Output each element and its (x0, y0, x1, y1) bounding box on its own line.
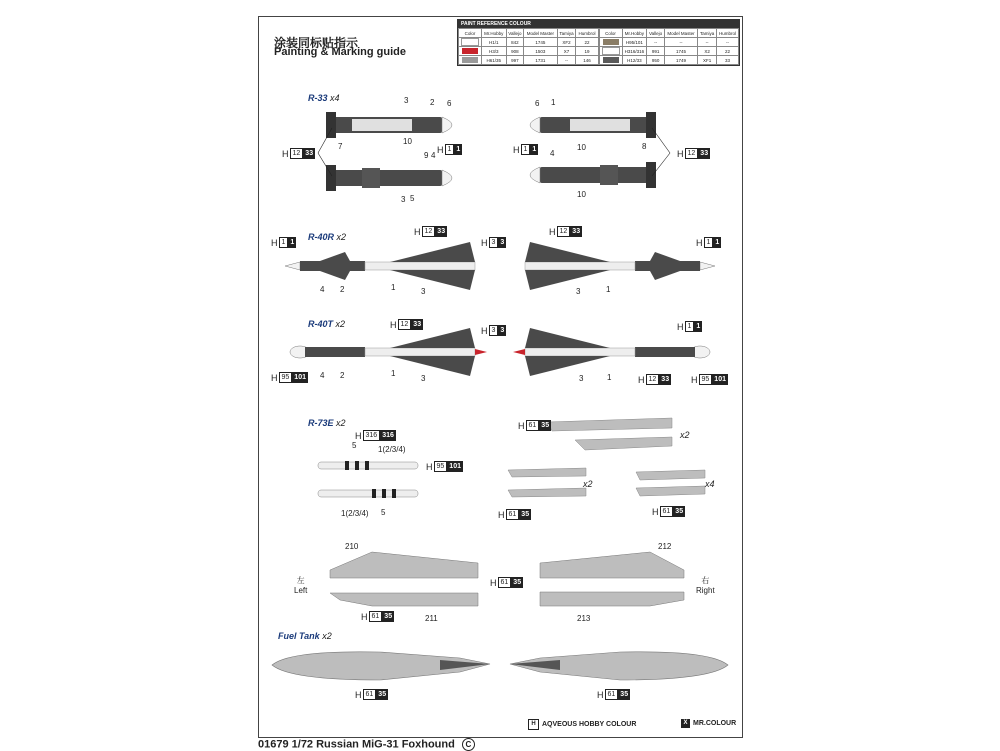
r40t-missile-left (290, 325, 488, 376)
r33-missile-top-left (326, 112, 452, 138)
chip-hobby: 1 (279, 237, 289, 248)
chip-code: 12 (630, 57, 636, 63)
cell: -- (717, 38, 739, 47)
table-row: H3/3 908 1503 X7 19 (459, 47, 599, 56)
legend-mr (681, 719, 736, 728)
cell: 22 (717, 47, 739, 56)
chip-h1-1 (437, 144, 462, 155)
chip-hobby: 3 (489, 237, 499, 248)
chip-code: 101 (635, 39, 643, 45)
chip-prefix: H (390, 319, 397, 330)
chip-prefix: H (696, 237, 703, 248)
cell: 1745 (524, 38, 557, 47)
part-number: 4 (320, 371, 325, 380)
label-r40t-name: R-40T (308, 319, 334, 329)
table-row: H61/35 997 1731 -- 146 (459, 56, 599, 65)
chip-h12-33 (282, 148, 315, 159)
col-tamiya: Tamiya (698, 29, 717, 38)
chip-mr: 35 (378, 691, 387, 698)
chip-mr: 33 (661, 376, 670, 383)
part-number: 10 (577, 143, 586, 152)
chip-h61-35 (498, 509, 531, 520)
chip-hobby: 1 (685, 321, 695, 332)
cell: 997 (506, 56, 524, 65)
r73e-missile-bottom (318, 489, 418, 498)
chip-mr: 35 (541, 422, 550, 429)
chip-prefix: H (549, 226, 556, 237)
cell: 950 (647, 56, 665, 65)
footer-text: 01679 1/72 Russian MiG-31 Foxhound (258, 738, 455, 751)
multiplier: x2 (583, 479, 593, 489)
chip-mr: 33 (413, 321, 422, 328)
part-number: 1 (607, 373, 612, 382)
cell: 1731 (524, 56, 557, 65)
cell: 33 (717, 56, 739, 65)
chip-h95-101 (691, 374, 728, 385)
part-number: 2 (340, 371, 345, 380)
chip-prefix: H (481, 237, 488, 248)
r40r-missile-right (525, 242, 715, 290)
part-number: 1(2/3/4) (378, 445, 406, 454)
chip-prefix: H (414, 226, 421, 237)
chip-hobby: 316 (363, 430, 381, 441)
chip-hobby: 61 (660, 506, 674, 517)
chip-mr: 33 (700, 150, 709, 157)
chip-mr: 33 (572, 228, 581, 235)
chip-prefix: H (437, 144, 444, 155)
label-r73e (308, 418, 346, 428)
part-number: 3 (404, 96, 409, 105)
cell: 991 (647, 47, 665, 56)
part-number: 1 (391, 283, 396, 292)
part-number: 212 (658, 542, 672, 551)
chip-hobby: 61 (363, 689, 377, 700)
part-number: 211 (425, 614, 438, 623)
part-number: 1 (391, 369, 396, 378)
chip-mr: 1 (715, 239, 720, 246)
chip-code: 1 (492, 39, 495, 45)
chip-hobby: 12 (398, 319, 412, 330)
part-number: 4 (550, 149, 555, 158)
part-number: 210 (345, 542, 359, 551)
chip-code: 35 (496, 57, 502, 63)
chip-mr: 35 (521, 511, 530, 518)
chip-hobby: 61 (605, 689, 619, 700)
chip-h1-1 (677, 321, 702, 332)
part-number: 3 (421, 374, 426, 383)
chip-h95-101 (426, 461, 463, 472)
cell: 19 (576, 47, 598, 56)
col-color: Color (599, 29, 622, 38)
cell: -- (647, 38, 665, 47)
part-number: 4 (431, 151, 436, 160)
cell: XF1 (698, 56, 717, 65)
chip-prefix: H (597, 689, 604, 700)
legend-aqueous (528, 719, 636, 730)
legend-mr-key: X (681, 719, 690, 728)
chip-h61-35 (518, 420, 551, 431)
part-number: 213 (577, 614, 591, 623)
multiplier: x4 (705, 479, 715, 489)
chip-h12-33 (414, 226, 447, 237)
chip-h316 (355, 430, 396, 441)
legend-aqueous-text: AQVEOUS HOBBY COLOUR (542, 721, 637, 728)
label-r33-qty: x4 (330, 93, 340, 103)
chip-hobby: 95 (279, 372, 293, 383)
chip-mr: 3 (500, 327, 505, 334)
cell: 842 (506, 38, 524, 47)
multiplier: x2 (680, 430, 690, 440)
table-row: H12/33 950 1749 XF1 33 (599, 56, 739, 65)
part-number: 2 (340, 285, 345, 294)
chip-prefix: H (652, 506, 659, 517)
label-fuel-qty: x2 (322, 631, 332, 641)
part-number: 1(2/3/4) (341, 509, 369, 518)
chip-mr: 35 (513, 579, 522, 586)
side-right-label (696, 575, 715, 595)
table-row: H1/1 842 1745 XF2 22 (459, 38, 599, 47)
chip-h12-33 (677, 148, 710, 159)
chip-h61-35 (490, 577, 523, 588)
chip-prefix: H (677, 321, 684, 332)
r33-missile-top-right (530, 112, 656, 138)
label-r73e-name: R-73E (308, 418, 334, 428)
label-r40r-name: R-40R (308, 232, 335, 242)
cell: XF2 (557, 38, 576, 47)
part-number: 1 (551, 98, 556, 107)
chip-prefix: H (513, 144, 520, 155)
chip-prefix: H (490, 577, 497, 588)
chip-prefix: H (498, 509, 505, 520)
label-fuel-tank (278, 631, 332, 641)
paint-reference-heading: PAINT REFERENCE COLOUR (458, 20, 739, 28)
chip-prefix: H (355, 430, 362, 441)
cell: 22 (576, 38, 598, 47)
part-number: 5 (381, 508, 386, 517)
title-english: Painting & Marking guide (274, 46, 407, 58)
part-number: 5 (352, 441, 357, 450)
label-r33-name: R-33 (308, 93, 328, 103)
col-modelmaster: Model Master (524, 29, 557, 38)
cell: -- (664, 38, 697, 47)
chip-mr: 101 (714, 376, 726, 383)
chip-prefix: H (271, 372, 278, 383)
cell: X2 (698, 47, 717, 56)
cell: 1745 (664, 47, 697, 56)
chip-mr: 35 (675, 508, 684, 515)
part-number: 3 (401, 195, 406, 204)
chip-h61-35 (361, 611, 394, 622)
chip-prefix: H (282, 148, 289, 159)
chip-code: 95 (629, 39, 635, 45)
part-number: 10 (577, 190, 586, 199)
legend-aqueous-key: H (528, 719, 539, 730)
fuel-tank-right (510, 652, 728, 680)
chip-prefix: H (426, 461, 433, 472)
chip-prefix: H (355, 689, 362, 700)
chip-mr: 35 (384, 613, 393, 620)
chip-mr: 33 (305, 150, 314, 157)
side-left-en: Left (294, 586, 308, 595)
col-modelmaster: Model Master (664, 29, 697, 38)
part-number: 5 (410, 194, 415, 203)
chip-code: 61 (489, 57, 495, 63)
part-number: 2 (430, 98, 435, 107)
side-left-label (294, 575, 307, 595)
fuel-tank-left (272, 652, 490, 680)
chip-hobby: 61 (369, 611, 383, 622)
part-number: 7 (338, 142, 343, 151)
chip-hobby: 12 (646, 374, 660, 385)
table-row: H316/316 991 1745 X2 22 (599, 47, 739, 56)
title-chinese: 涂装同标贴指示 (274, 36, 359, 50)
chip-h95-101 (271, 372, 308, 383)
chip-prefix: H (361, 611, 368, 622)
cell: -- (698, 38, 717, 47)
label-r40r (308, 232, 346, 242)
col-humbrol: Humbrol (717, 29, 739, 38)
side-right-cn: 右 (701, 576, 710, 585)
chip-code: 33 (636, 57, 642, 63)
chip-code: 1 (496, 39, 499, 45)
r40t-missile-right (513, 328, 710, 376)
part-number: 1 (606, 285, 611, 294)
label-r40r-qty: x2 (336, 232, 347, 242)
part-number: 3 (576, 287, 581, 296)
part-number: 6 (535, 99, 540, 108)
chip-mr: 1 (696, 323, 701, 330)
chip-hobby: 3 (489, 325, 499, 336)
r33-missile-bottom-right (530, 162, 656, 188)
chip-h12-33 (549, 226, 582, 237)
col-mrhobby: Mr.Hobby (482, 29, 506, 38)
chip-code: 3 (496, 48, 499, 54)
chip-prefix: H (677, 148, 684, 159)
chip-hobby: 12 (422, 226, 436, 237)
chip-h61-35 (652, 506, 685, 517)
chip-h61-35 (597, 689, 630, 700)
copyright-icon: C (462, 738, 475, 751)
col-color: Color (459, 29, 482, 38)
chip-hobby: 1 (521, 144, 531, 155)
chip-mr: 3 (500, 239, 505, 246)
chip-hobby: 12 (557, 226, 571, 237)
chip-mr: 35 (620, 691, 629, 698)
chip-code: 3 (492, 48, 495, 54)
footer (258, 738, 475, 751)
col-vallejo: Vallejo (647, 29, 665, 38)
part-number: 4 (320, 285, 325, 294)
chip-prefix: H (691, 374, 698, 385)
chip-hobby: 61 (526, 420, 540, 431)
chip-hobby: 61 (506, 509, 520, 520)
label-r40t (308, 319, 345, 329)
chip-h1-1 (696, 237, 721, 248)
chip-h12-33 (638, 374, 671, 385)
chip-h61-35 (355, 689, 388, 700)
chip-code: 316 (636, 48, 645, 54)
chip-code: 316 (627, 48, 636, 54)
chip-hobby: 95 (434, 461, 448, 472)
col-humbrol: Humbrol (576, 29, 598, 38)
chip-mr: 101 (294, 374, 306, 381)
chip-hobby: 12 (290, 148, 304, 159)
legend-mr-text: MR.COLOUR (693, 720, 737, 727)
chip-mr: 33 (437, 228, 446, 235)
chip-h1-1 (513, 144, 538, 155)
label-r40t-qty: x2 (335, 319, 346, 329)
label-r33 (308, 93, 340, 103)
chip-hobby: 12 (685, 148, 699, 159)
chip-h12-33 (390, 319, 423, 330)
chip-mr: 101 (449, 463, 461, 470)
chip-hobby: 1 (704, 237, 714, 248)
chip-mr: 316 (382, 432, 394, 439)
chip-mr: 1 (532, 146, 537, 153)
chip-prefix: H (271, 237, 278, 248)
chip-prefix: H (518, 420, 525, 431)
label-fuel-name: Fuel Tank (278, 631, 320, 641)
chip-prefix: H (481, 325, 488, 336)
part-number: 10 (403, 137, 412, 146)
table-row: H95/101 -- -- -- -- (599, 38, 739, 47)
col-vallejo: Vallejo (506, 29, 524, 38)
part-number: 9 (424, 151, 429, 160)
cell: -- (557, 56, 576, 65)
part-number: 3 (579, 374, 584, 383)
chip-h1-1 (271, 237, 296, 248)
part-number: 8 (642, 142, 647, 151)
label-r73e-qty: x2 (336, 418, 346, 428)
col-mrhobby: Mr.Hobby (622, 29, 647, 38)
chip-hobby: 1 (445, 144, 455, 155)
cell: 908 (506, 47, 524, 56)
cell: 1749 (664, 56, 697, 65)
cell: X7 (557, 47, 576, 56)
r33-missile-bottom-left (326, 165, 452, 191)
chip-h3-3 (481, 325, 506, 336)
chip-prefix: H (638, 374, 645, 385)
r73e-missile-top (318, 461, 418, 470)
r40r-missile-left (285, 242, 475, 290)
chip-hobby: 61 (498, 577, 512, 588)
chip-h3-3 (481, 237, 506, 248)
chip-mr: 1 (290, 239, 295, 246)
cell: 146 (576, 56, 598, 65)
part-number: 3 (421, 287, 426, 296)
side-left-cn: 左 (296, 576, 305, 585)
col-tamiya: Tamiya (557, 29, 576, 38)
chip-hobby: 95 (699, 374, 713, 385)
part-number: 6 (447, 99, 452, 108)
cell: 1503 (524, 47, 557, 56)
chip-mr: 1 (456, 146, 461, 153)
side-right-en: Right (696, 586, 715, 595)
